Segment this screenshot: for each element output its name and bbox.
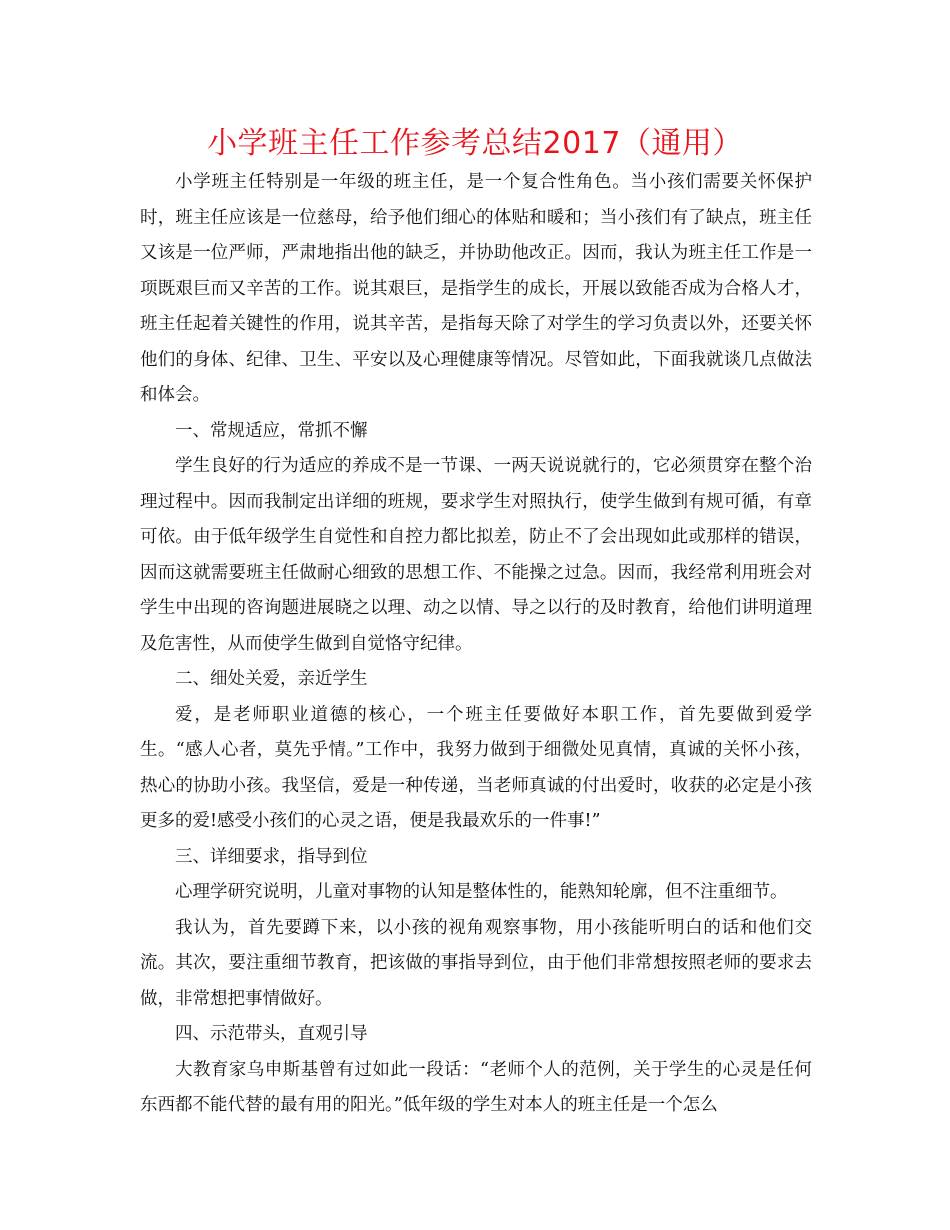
section-paragraph-4: 大教育家乌申斯基曾有过如此一段话：“老师个人的范例，关于学生的心灵是任何东西都不能代替的最有用的阳光。”低年级的学生对本人的班主任是一个怎么 [140, 1059, 812, 1115]
document-title: 小学班主任工作参考总结2017（通用） [207, 126, 743, 161]
section-heading-3: 三、详细要求，指导到位 [175, 846, 368, 867]
section-heading-4: 四、示范带头，直观引导 [175, 1024, 368, 1044]
section-paragraph-3a: 心理学研究说明，儿童对事物的认知是整体性的，能熟知轮廓，但不注重细节。 [175, 882, 788, 902]
document-body [140, 165, 812, 1124]
section-heading-2: 二、细处关爱，亲近学生 [175, 669, 368, 689]
section-paragraph-2: 爱，是老师职业道德的核心，一个班主任要做好本职工作，首先要做到爱学生。“感人心者，莫先乎情。”工作中，我努力做到于细微处见真情，真诚的关怀小孩，热心的协助小孩。我坚信，爱是一种传递，当老师真诚的付出爱时，收获的必定是小孩更多的爱!感受小孩们的心灵之语，便是我最欢乐的一件事!” [140, 704, 812, 831]
intro-paragraph: 小学班主任特别是一年级的班主任，是一个复合性角色。当小孩们需要关怀保护时，班主任应该是一位慈母，给予他们细心的体贴和暖和；当小孩们有了缺点，班主任又该是一位严师，严肃地指出他的缺乏，并协助他改正。因而，我认为班主任工作是一项既艰巨而又辛苦的工作。说其艰巨，是指学生的成长，开展以致能否成为合格人才，班主任起着关键性的作用，说其辛苦，是指每天除了对学生的学习负责以外，还要关怀他们的身体、纪律、卫生、平安以及心理健康等情况。尽管如此，下面我就谈几点做法和体会。 [140, 172, 812, 405]
section-heading-1: 一、常规适应，常抓不懈 [175, 420, 368, 441]
section-paragraph-3b: 我认为，首先要蹲下来，以小孩的视角观察事物，用小孩能听明白的话和他们交流。其次，要注重细节教育，把该做的事指导到位，由于他们非常想按照老师的要求去做，非常想把事情做好。 [140, 917, 812, 1009]
section-paragraph-1: 学生良好的行为适应的养成不是一节课、一两天说说就行的，它必须贯穿在整个治理过程中。因而我制定出详细的班规，要求学生对照执行，使学生做到有规可循，有章可依。由于低年级学生自觉性和自控力都比拟差，防止不了会出现如此或那样的错误，因而这就需要班主任做耐心细致的思想工作、不能操之过急。因而，我经常利用班会对学生中出现的咨询题进展晓之以理、动之以情、导之以行的及时教育，给他们讲明道理及危害性，从而使学生做到自觉恪守纪律。 [140, 456, 812, 654]
